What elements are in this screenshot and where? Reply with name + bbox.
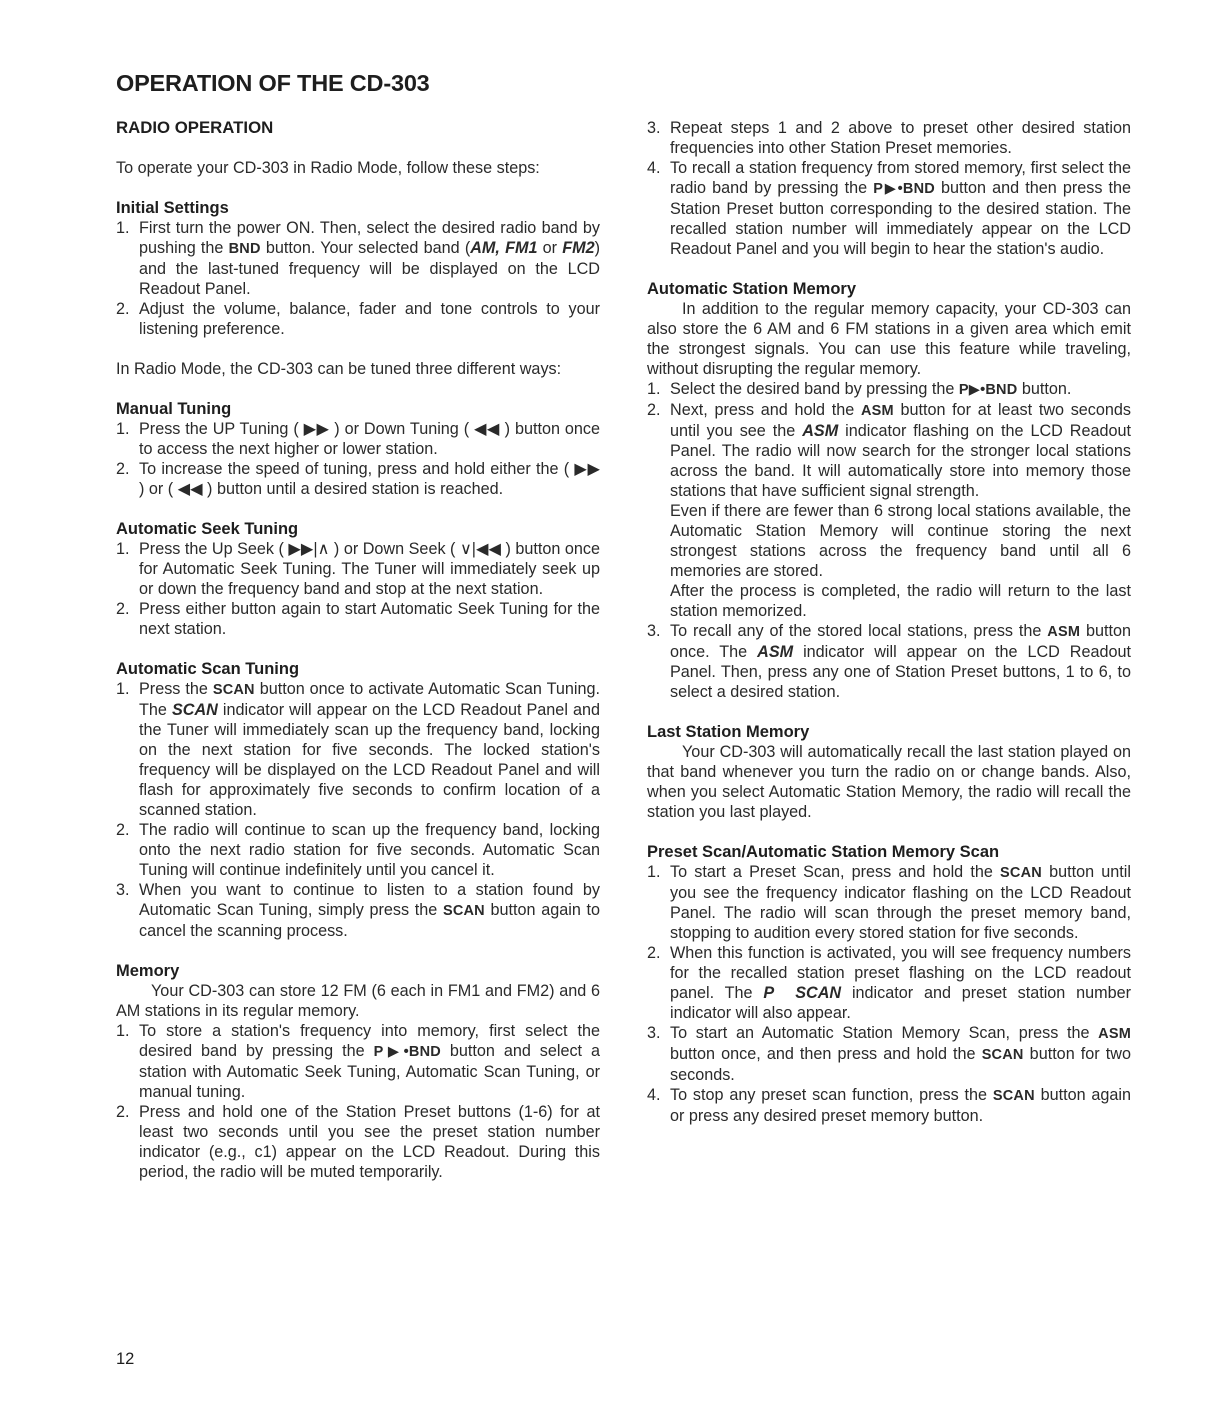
memory-intro: Your CD-303 can store 12 FM (6 each in FM1 and FM2) and 6 AM stations in its regular memory.: [116, 982, 600, 1020]
list-item: 4. To recall a station frequency from stored memory, first select the radio band by pressing the P▶•BND button and then press the Station Preset button corresponding to the desired station. The recalled station number will immediately appear on the LCD Readout Panel and you will begin to hear the station's audio.: [647, 159, 1132, 258]
scan-key: SCAN: [981, 1047, 1024, 1063]
scan-indicator: SCAN: [171, 701, 218, 719]
radio-operation-heading: RADIO OPERATION: [116, 118, 274, 137]
scan-key: SCAN: [442, 903, 485, 919]
pbnd-key: P▶•BND: [373, 1044, 441, 1060]
list-item: 1. Press the SCAN button once to activate Automatic Scan Tuning. The SCAN indicator will appear on the LCD Readout Panel and the Tuner will immediately scan up the frequency band, locking on the next station for five seconds. The locked station's frequency will be displayed on the LCD Readout Panel and will flash for approximately five seconds to confirm location of a scanned station.: [116, 680, 600, 819]
list-item: 2. Press and hold one of the Station Preset buttons (1-6) for at least two seconds until you see the preset station number indicator (e.g., c1) appear on the LCD Readout. During this period, the radio will be muted temporarily.: [116, 1103, 600, 1181]
right-column: [647, 118, 1131, 1126]
list-item: 3. Repeat steps 1 and 2 above to preset other desired station frequencies into other Station Preset memories.: [647, 119, 1131, 157]
preset-scan-heading: Preset Scan/Automatic Station Memory Scan: [647, 843, 1000, 861]
list-item: 1. First turn the power ON. Then, select the desired radio band by pushing the BND button. Your selected band (AM, FM1 or FM2) and the last-tuned frequency will be displayed on the LCD Readout Panel.: [116, 219, 601, 298]
band-indicator: FM2: [562, 239, 595, 257]
asm-key: ASM: [1047, 624, 1081, 640]
pbnd-key: P▶•BND: [958, 382, 1018, 398]
asm-indicator: ASM: [757, 643, 794, 661]
asm-note: After the process is completed, the radio will return to the last station memorized.: [670, 582, 1131, 620]
list-item: 1. Select the desired band by pressing the P▶•BND button.: [647, 380, 1072, 398]
initial-settings-heading: Initial Settings: [116, 199, 229, 217]
band-indicator: AM, FM1: [470, 239, 538, 257]
asm-heading: Automatic Station Memory: [647, 280, 857, 298]
page-title: OPERATION OF THE CD-303: [116, 70, 430, 96]
list-item: 1. Press the Up Seek ( ▶▶|∧ ) or Down Seek ( ∨|◀◀ ) button once for Automatic Seek Tuning. The Tuner will immediately seek up or down the frequency band and stop at the next station.: [116, 540, 600, 598]
automatic-seek-heading: Automatic Seek Tuning: [116, 520, 299, 538]
asm-key: ASM: [860, 403, 894, 419]
bnd-key: BND: [228, 241, 261, 257]
list-item: 4. To stop any preset scan function, press the SCAN button again or press any desired preset memory button.: [647, 1086, 1132, 1125]
list-item: 3. To start an Automatic Station Memory Scan, press the ASM button once, and then press and hold the SCAN button for two seconds.: [647, 1024, 1131, 1084]
last-station-text: Your CD-303 will automatically recall the last station played on that band whenever you turn the radio on or change bands. Also, when you select Automatic Station Memory, the radio will recall the station you last played.: [647, 743, 1131, 821]
scan-key: SCAN: [992, 1088, 1035, 1104]
scan-key: SCAN: [212, 682, 255, 698]
list-item: 1. To start a Preset Scan, press and hold the SCAN button until you see the frequency indicator flashing on the LCD Readout Panel. The radio will scan through the preset memory band, stopping to audition every stored station for five seconds.: [647, 863, 1131, 942]
list-item: 2. The radio will continue to scan up the frequency band, locking onto the next radio station for five seconds. Automatic Scan Tuning will continue indefinitely until you cancel it.: [116, 821, 600, 879]
list-item: 2. Press either button again to start Automatic Seek Tuning for the next station.: [116, 600, 600, 638]
list-item: 1. To store a station's frequency into memory, first select the desired band by pressing the P▶•BND button and select a station with Automatic Seek Tuning, Automatic Scan Tuning, or manual tuning.: [116, 1022, 600, 1101]
list-item: 3. To recall any of the stored local stations, press the ASM button once. The ASM indicator will appear on the LCD Readout Panel. Then, press any one of Station Preset buttons, 1 to 6, to select a desired station.: [647, 622, 1131, 701]
list-item: 2. When this function is activated, you will see frequency numbers for the recalled station preset flashing on the LCD readout panel. The P SCAN indicator and preset station number indicator will also appear.: [647, 944, 1132, 1022]
asm-indicator: ASM: [802, 422, 839, 440]
p-scan-indicator: P SCAN: [763, 984, 842, 1002]
list-item: 3. When you want to continue to listen to a station found by Automatic Scan Tuning, simply press the SCAN button again to cancel the scanning process.: [116, 881, 600, 940]
page-number: 12: [116, 1350, 135, 1368]
pbnd-key: P▶•BND: [873, 181, 935, 197]
list-item: 1. Press the UP Tuning ( ▶▶ ) or Down Tuning ( ◀◀ ) button once to access the next higher or lower station.: [116, 420, 600, 458]
memory-heading: Memory: [116, 962, 180, 980]
left-column: [116, 118, 600, 1182]
list-item: 2. Next, press and hold the ASM button for at least two seconds until you see the ASM indicator flashing on the LCD Readout Panel. The radio will now search for the stronger local stations across the band. It will automatically store into memory those stations that have sufficient signal strength.: [647, 401, 1132, 500]
last-station-heading: Last Station Memory: [647, 723, 810, 741]
list-item: 2. Adjust the volume, balance, fader and tone controls to your listening preference.: [116, 300, 600, 338]
manual-tuning-heading: Manual Tuning: [116, 400, 232, 418]
list-item: 2. To increase the speed of tuning, press and hold either the ( ▶▶ ) or ( ◀◀ ) button until a desired station is reached.: [116, 460, 600, 498]
tuning-ways-text: In Radio Mode, the CD-303 can be tuned three different ways:: [116, 360, 562, 378]
asm-key: ASM: [1098, 1026, 1131, 1042]
scan-key: SCAN: [1000, 865, 1042, 881]
radio-intro: To operate your CD-303 in Radio Mode, follow these steps:: [116, 159, 540, 177]
automatic-scan-heading: Automatic Scan Tuning: [116, 660, 300, 678]
asm-note: Even if there are fewer than 6 strong local stations available, the Automatic Station Memory will continue storing the next strongest stations across the frequency band until all 6 memories are stored.: [670, 502, 1131, 580]
asm-intro: In addition to the regular memory capacity, your CD-303 can also store the 6 AM and 6 FM stations in a given area which emit the strongest signals. You can use this feature while traveling, without disrupting the regular memory.: [647, 300, 1131, 378]
